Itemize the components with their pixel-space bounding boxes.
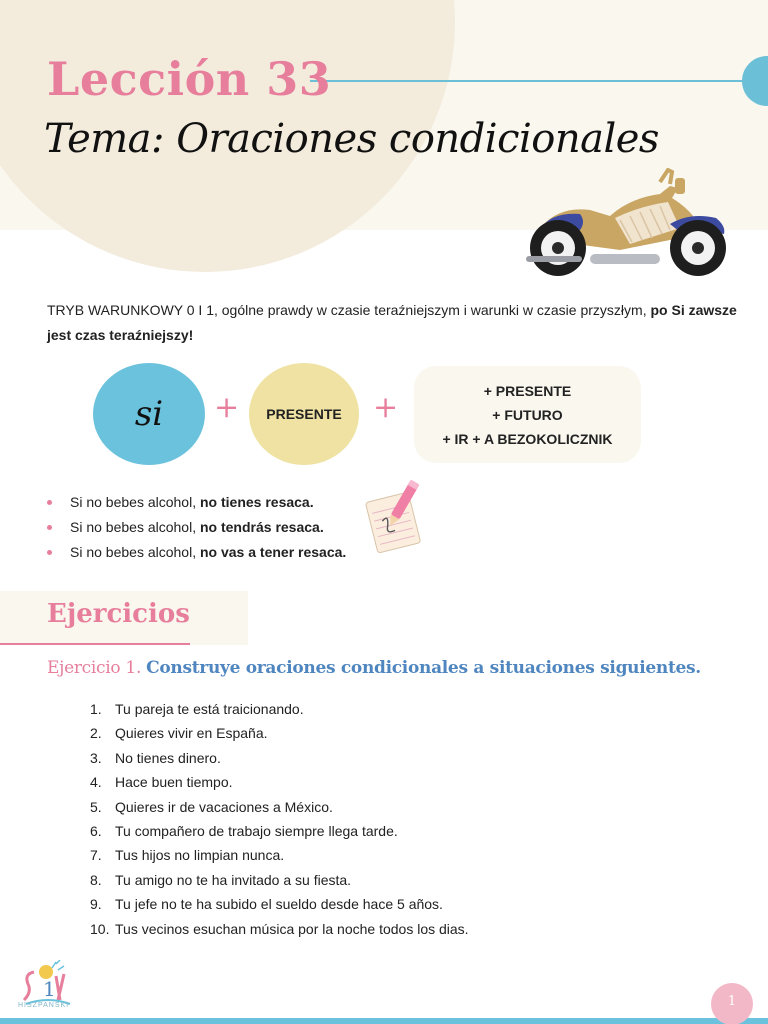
task-number: 4. xyxy=(90,774,102,791)
intro-bold: po Si zawsze jest czas teraźniejszy! xyxy=(47,302,737,343)
example-item xyxy=(47,490,346,515)
task-number: 10. xyxy=(90,920,110,937)
svg-text:1: 1 xyxy=(43,977,56,1001)
task-item xyxy=(90,770,469,794)
task-list xyxy=(90,697,469,941)
result-line: + PRESENTE xyxy=(483,382,572,399)
task-item xyxy=(90,697,469,721)
lesson-title: Lección 33 xyxy=(47,52,332,106)
page-number-badge xyxy=(711,983,753,1024)
task-text: Tu compañero de trabajo siempre llega tarde. xyxy=(115,823,398,840)
presente-label: PRESENTE xyxy=(266,406,342,422)
task-text: Tu jefe no te ha subido el sueldo desde hace 5 años. xyxy=(115,896,443,913)
task-number: 5. xyxy=(90,798,102,815)
example-text: Si no bebes alcohol, xyxy=(70,544,200,560)
intro-paragraph xyxy=(47,298,737,348)
section-title: Ejercicios xyxy=(47,599,190,629)
logo-text: HISZPANSKI xyxy=(18,1002,70,1009)
example-item xyxy=(47,515,346,540)
example-item xyxy=(47,540,346,565)
example-bold: no tienes resaca. xyxy=(199,494,314,510)
notepad-pencil-icon xyxy=(364,478,426,554)
task-item xyxy=(90,843,469,867)
example-bold: no tendrás resaca. xyxy=(199,519,324,535)
task-number: 3. xyxy=(90,749,102,766)
task-text: Tus vecinos esuchan música por la noche todos los dias. xyxy=(115,920,469,937)
motorcycle-icon xyxy=(520,168,734,282)
section-underline xyxy=(0,643,190,645)
task-item xyxy=(90,892,469,916)
task-number: 8. xyxy=(90,871,102,888)
exercise-instruction: Construye oraciones condicionales a situaciones siguientes. xyxy=(146,658,701,678)
result-line: + IR + A BEZOKOLICZNIK xyxy=(442,430,613,447)
task-item xyxy=(90,917,469,941)
example-bold: no vas a tener resaca. xyxy=(199,544,347,560)
task-item xyxy=(90,795,469,819)
task-text: Hace buen tiempo. xyxy=(115,774,233,791)
result-box xyxy=(414,366,641,463)
task-text: No tienes dinero. xyxy=(115,749,221,766)
task-number: 1. xyxy=(90,701,102,717)
task-number: 2. xyxy=(90,725,102,742)
task-number: 6. xyxy=(90,823,102,840)
task-number: 9. xyxy=(90,896,102,913)
exercise-label: Ejercicio 1. xyxy=(47,658,142,678)
footer-bar xyxy=(0,1018,768,1024)
lesson-topic: Tema: Oraciones condicionales xyxy=(44,116,659,162)
page-number: 1 xyxy=(727,993,737,1009)
header-line xyxy=(310,80,750,82)
task-text: Tu pareja te está traicionando. xyxy=(115,701,304,717)
exercise-heading xyxy=(47,658,701,678)
presente-circle xyxy=(249,363,359,465)
task-item xyxy=(90,868,469,892)
task-text: Quieres vivir en España. xyxy=(115,725,268,742)
task-item xyxy=(90,819,469,843)
task-item xyxy=(90,721,469,745)
examples-list xyxy=(47,490,346,565)
si-circle xyxy=(93,363,205,465)
si-label: si xyxy=(134,394,164,434)
task-text: Quieres ir de vacaciones a México. xyxy=(115,798,333,815)
plus-sign: + xyxy=(373,390,399,425)
result-line: + FUTURO xyxy=(492,406,563,423)
task-number: 7. xyxy=(90,847,102,864)
task-text: Tu amigo no te ha invitado a su fiesta. xyxy=(115,871,352,888)
plus-sign: + xyxy=(214,390,240,425)
intro-text: TRYB WARUNKOWY 0 I 1, ogólne prawdy w czasie teraźniejszym i warunki w czasie przyszłym, xyxy=(47,302,651,318)
example-text: Si no bebes alcohol, xyxy=(70,494,200,510)
task-text: Tus hijos no limpian nunca. xyxy=(115,847,285,864)
task-item xyxy=(90,746,469,770)
example-text: Si no bebes alcohol, xyxy=(70,519,200,535)
